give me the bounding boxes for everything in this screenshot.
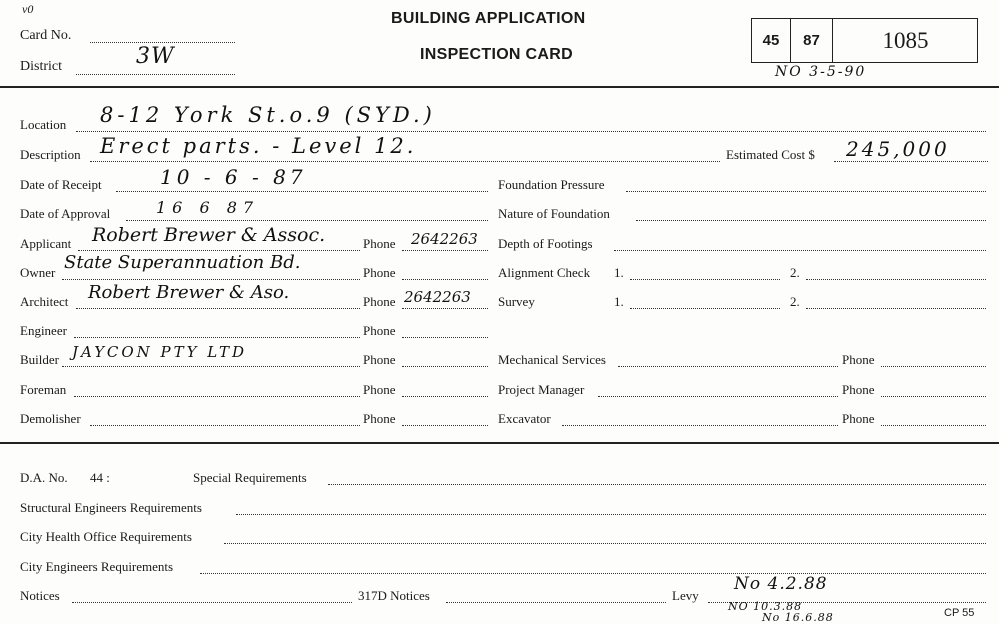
- da-no-label: D.A. No.: [20, 470, 68, 485]
- city-eng-label: City Engineers Requirements: [20, 559, 174, 574]
- form-code: CP 55: [944, 607, 975, 619]
- demolisher-phone-label: Phone: [363, 411, 396, 426]
- foreman-field[interactable]: [74, 396, 360, 397]
- survey-num2: 2.: [790, 294, 800, 309]
- alignment-field-1[interactable]: [630, 279, 780, 280]
- structural-field[interactable]: [236, 514, 986, 515]
- card-box-b: 87: [791, 19, 833, 62]
- applicant-label: Applicant: [20, 236, 72, 251]
- project-manager-label: Project Manager: [498, 382, 585, 397]
- card-no-field[interactable]: [90, 42, 235, 43]
- special-req-label: Special Requirements: [193, 470, 307, 485]
- title-line2: INSPECTION CARD: [420, 46, 573, 63]
- project-manager-field[interactable]: [598, 396, 838, 397]
- survey-field-2[interactable]: [806, 308, 986, 309]
- notices-317-field[interactable]: [446, 602, 666, 603]
- date-approval-field[interactable]: [126, 220, 488, 221]
- date-receipt-field[interactable]: [116, 191, 488, 192]
- applicant-value: Robert Brewer & Assoc.: [92, 224, 326, 246]
- special-req-field[interactable]: [328, 484, 986, 485]
- builder-phone-label: Phone: [363, 352, 396, 367]
- mechanical-field[interactable]: [618, 366, 838, 367]
- architect-label: Architect: [20, 294, 69, 309]
- survey-label: Survey: [498, 294, 535, 309]
- survey-field-1[interactable]: [630, 308, 780, 309]
- levy-note-2: NO 10.3.88: [728, 600, 803, 613]
- date-approval-value: 16 6 87: [156, 198, 260, 217]
- mechanical-phone-field[interactable]: [881, 366, 986, 367]
- foreman-phone-label: Phone: [363, 382, 396, 397]
- location-value: 8-12 York St.o.9 (SYD.): [100, 103, 436, 127]
- engineer-phone-label: Phone: [363, 323, 396, 338]
- note-below-box: NO 3-5-90: [775, 64, 867, 80]
- owner-phone-label: Phone: [363, 265, 396, 280]
- notices-field[interactable]: [72, 602, 352, 603]
- applicant-field[interactable]: [78, 250, 360, 251]
- owner-field[interactable]: [62, 279, 360, 280]
- corner-note: v0: [22, 2, 34, 16]
- owner-value: State Superannuation Bd.: [64, 252, 301, 273]
- owner-label: Owner: [20, 265, 56, 280]
- builder-phone-field[interactable]: [402, 366, 488, 367]
- mechanical-phone-label: Phone: [842, 352, 875, 367]
- estimated-cost-value: 245,000: [846, 137, 950, 161]
- date-approval-label: Date of Approval: [20, 206, 111, 221]
- card-number-box: [751, 18, 978, 63]
- notices-317-label: 317D Notices: [358, 588, 430, 603]
- top-rule: [0, 86, 999, 88]
- health-field[interactable]: [224, 543, 986, 544]
- alignment-num1: 1.: [614, 265, 624, 280]
- builder-label: Builder: [20, 352, 59, 367]
- survey-num1: 1.: [614, 294, 624, 309]
- da-no-value: 44 :: [90, 470, 110, 485]
- builder-field[interactable]: [62, 366, 360, 367]
- applicant-phone-field[interactable]: [402, 250, 488, 251]
- location-label: Location: [20, 117, 67, 132]
- levy-label: Levy: [672, 588, 699, 603]
- description-value: Erect parts. - Level 12.: [100, 134, 417, 158]
- owner-phone-field[interactable]: [402, 279, 488, 280]
- structural-label: Structural Engineers Requirements: [20, 500, 202, 515]
- levy-note-1: No 4.2.88: [734, 574, 828, 594]
- project-manager-phone-field[interactable]: [881, 396, 986, 397]
- district-value: 3W: [136, 44, 175, 69]
- excavator-field[interactable]: [562, 425, 838, 426]
- city-eng-field[interactable]: [200, 573, 986, 574]
- alignment-num2: 2.: [790, 265, 800, 280]
- foundation-pressure-label: Foundation Pressure: [498, 177, 605, 192]
- applicant-phone: 2642263: [411, 230, 478, 248]
- middle-rule: [0, 442, 999, 444]
- project-manager-phone-label: Phone: [842, 382, 875, 397]
- engineer-phone-field[interactable]: [402, 337, 488, 338]
- description-field[interactable]: [90, 161, 720, 162]
- builder-value: JAYCON PTY LTD: [72, 343, 248, 361]
- health-label: City Health Office Requirements: [20, 529, 192, 544]
- location-field[interactable]: [76, 131, 986, 132]
- alignment-check-label: Alignment Check: [498, 265, 591, 280]
- levy-note-3: No 16.6.88: [762, 611, 834, 624]
- excavator-phone-label: Phone: [842, 411, 875, 426]
- card-no-label: Card No.: [20, 28, 72, 43]
- architect-field[interactable]: [76, 308, 360, 309]
- notices-label: Notices: [20, 588, 60, 603]
- excavator-label: Excavator: [498, 411, 551, 426]
- title-line1: BUILDING APPLICATION: [391, 10, 586, 27]
- estimated-cost-field[interactable]: [834, 161, 988, 162]
- depth-footings-label: Depth of Footings: [498, 236, 593, 251]
- foreman-phone-field[interactable]: [402, 396, 488, 397]
- nature-foundation-field[interactable]: [636, 220, 986, 221]
- demolisher-phone-field[interactable]: [402, 425, 488, 426]
- architect-value: Robert Brewer & Aso.: [88, 282, 290, 303]
- architect-phone-label: Phone: [363, 294, 396, 309]
- mechanical-label: Mechanical Services: [498, 352, 606, 367]
- foreman-label: Foreman: [20, 382, 67, 397]
- district-field[interactable]: [76, 74, 235, 75]
- nature-foundation-label: Nature of Foundation: [498, 206, 610, 221]
- depth-footings-field[interactable]: [614, 250, 986, 251]
- engineer-field[interactable]: [74, 337, 360, 338]
- architect-phone-field[interactable]: [402, 308, 488, 309]
- architect-phone: 2642263: [404, 288, 471, 306]
- card-number: 1085: [882, 27, 929, 53]
- applicant-phone-label: Phone: [363, 236, 396, 251]
- engineer-label: Engineer: [20, 323, 67, 338]
- demolisher-label: Demolisher: [20, 411, 81, 426]
- date-receipt-label: Date of Receipt: [20, 177, 102, 192]
- district-label: District: [20, 59, 62, 74]
- excavator-phone-field[interactable]: [881, 425, 986, 426]
- date-receipt-value: 10 - 6 - 87: [160, 165, 307, 189]
- description-label: Description: [20, 147, 81, 162]
- estimated-cost-label: Estimated Cost $: [726, 147, 815, 162]
- demolisher-field[interactable]: [90, 425, 360, 426]
- alignment-field-2[interactable]: [806, 279, 986, 280]
- foundation-pressure-field[interactable]: [626, 191, 986, 192]
- card-box-a: 45: [752, 19, 791, 62]
